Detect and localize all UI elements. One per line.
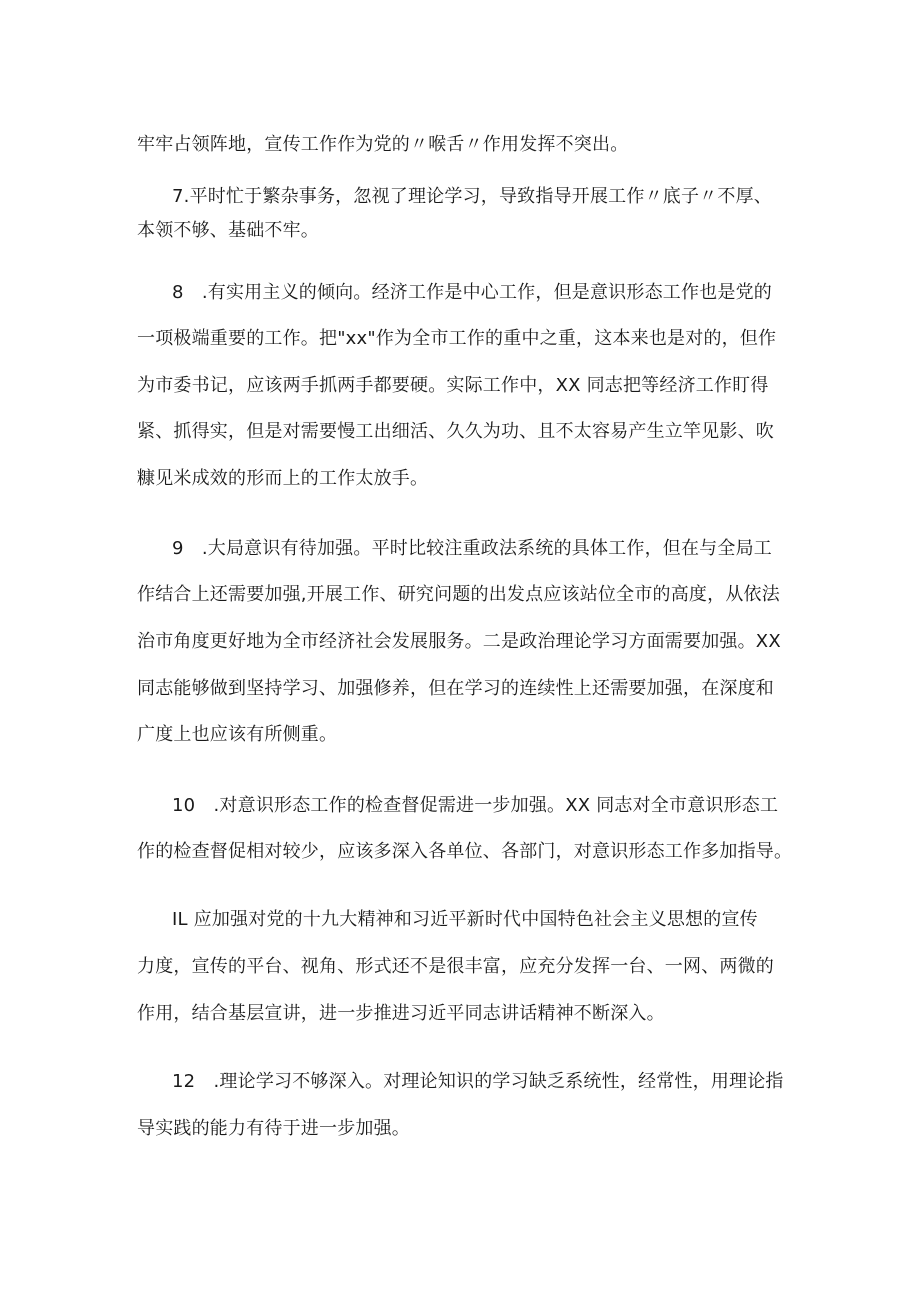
text-line: 作结合上还需要加强,开展工作、研究问题的出发点应该站位全市的高度，从依法 bbox=[137, 584, 780, 605]
text-line: 力度，宣传的平台、视角、形式还不是很丰富，应充分发挥一台、一网、两微的 bbox=[137, 956, 774, 977]
text-line: 作的检查督促相对较少，应该多深入各单位、各部门，对意识形态工作多加指导。 bbox=[137, 841, 793, 862]
text-line: 紧、抓得实，但是对需要慢工出细活、久久为功、且不太容易产生立竿见影、吹 bbox=[137, 421, 774, 442]
text-line: 7.平时忙于繁杂事务，忽视了理论学习，导致指导开展工作〃底子〃不厚、 bbox=[172, 186, 772, 207]
text-line: 同志能够做到坚持学习、加强修养，但在学习的连续性上还需要加强，在深度和 bbox=[137, 678, 774, 699]
text-line: 牢牢占领阵地，宣传工作作为党的〃喉舌〃作用发挥不突出。 bbox=[137, 134, 629, 155]
text-line: 12 .理论学习不够深入。对理论知识的学习缺乏系统性，经常性，用理论指 bbox=[172, 1071, 784, 1092]
text-line: 糠见米成效的形而上的工作太放手。 bbox=[137, 468, 429, 489]
text-line: 9 .大局意识有待加强。平时比较注重政法系统的具体工作，但在与全局工 bbox=[172, 538, 772, 559]
text-line: 广度上也应该有所侧重。 bbox=[137, 724, 338, 745]
text-line: 本领不够、基础不牢。 bbox=[137, 220, 319, 241]
text-line: 导实践的能力有待于进一步加强。 bbox=[137, 1118, 410, 1139]
text-line: 作用，结合基层宣讲，进一步推进习近平同志讲话精神不断深入。 bbox=[137, 1003, 665, 1024]
text-line: IL 应加强对党的十九大精神和习近平新时代中国特色社会主义思想的宣传 bbox=[172, 909, 758, 930]
text-line: 治市角度更好地为全市经济社会发展服务。二是政治理论学习方面需要加强。XX bbox=[137, 631, 781, 652]
text-line: 10 .对意识形态工作的检查督促需进一步加强。XX 同志对全市意识形态工 bbox=[172, 795, 779, 816]
text-line: 8 .有实用主义的倾向。经济工作是中心工作，但是意识形态工作也是党的 bbox=[172, 282, 772, 303]
text-line: 为市委书记，应该两手抓两手都要硬。实际工作中，XX 同志把等经济工作盯得 bbox=[137, 375, 769, 396]
text-line: 一项极端重要的工作。把"xx"作为全市工作的重中之重，这本来也是对的，但作 bbox=[137, 328, 777, 349]
